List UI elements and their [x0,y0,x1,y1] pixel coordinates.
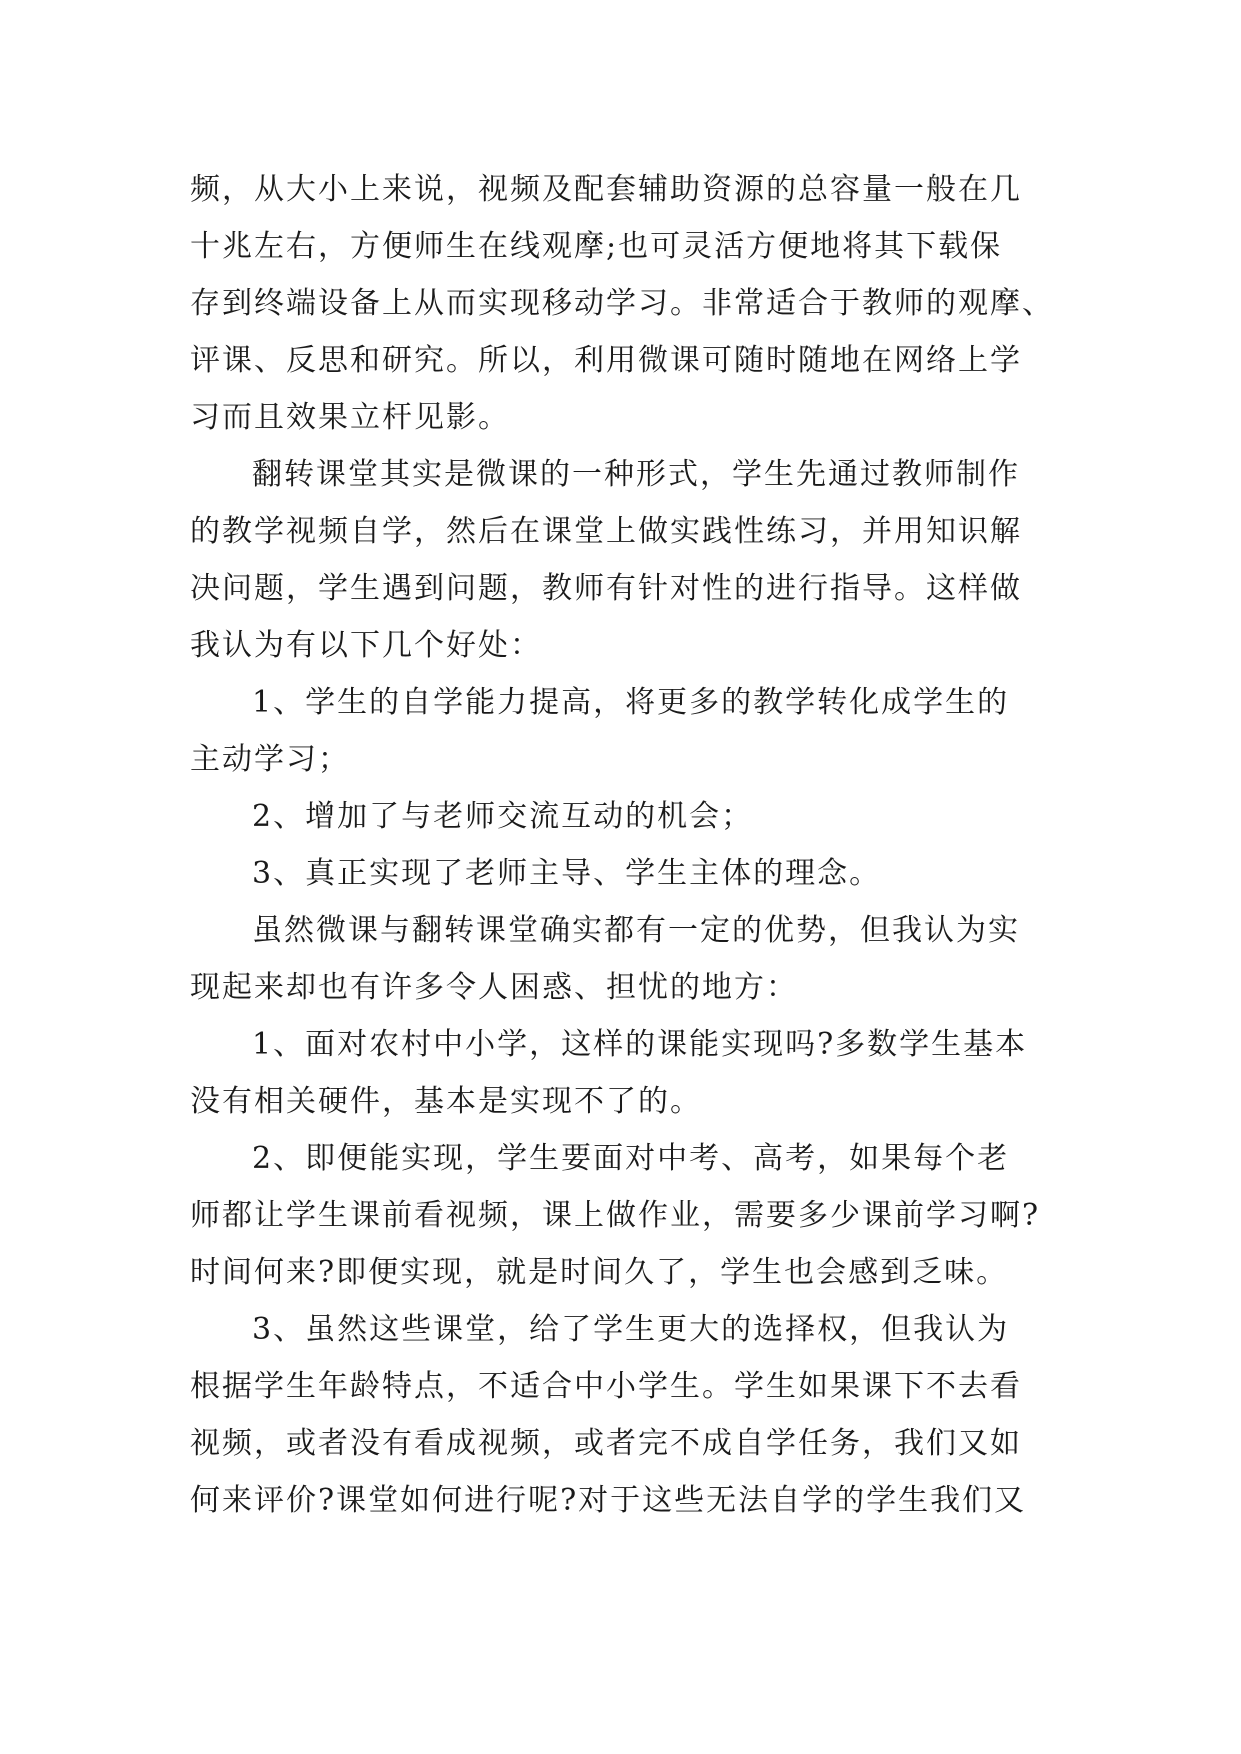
text-line: 主动学习； [190,742,350,777]
list-item-first-line: 3、真正实现了老师主导、学生主体的理念。 [252,856,882,891]
text-line: 评课、反思和研究。所以，利用微课可随时随地在网络上学 [190,343,1022,378]
text-line: 师都让学生课前看视频，课上做作业，需要多少课前学习啊? [190,1198,1041,1233]
text-line: 我认为有以下几个好处： [190,628,542,663]
text-line: 现起来却也有许多令人困惑、担忧的地方： [190,970,798,1005]
text-line: 何来评价?课堂如何进行呢?对于这些无法自学的学生我们又 [190,1483,1027,1518]
text-line: 视频，或者没有看成视频，或者完不成自学任务，我们又如 [190,1426,1022,1461]
list-item-first-line: 1、学生的自学能力提高，将更多的教学转化成学生的 [252,685,1010,720]
text-line: 根据学生年龄特点，不适合中小学生。学生如果课下不去看 [190,1369,1022,1404]
list-item-first-line: 2、增加了与老师交流互动的机会； [252,799,754,834]
text-line: 决问题，学生遇到问题，教师有针对性的进行指导。这样做 [190,571,1022,606]
text-line: 没有相关硬件，基本是实现不了的。 [190,1084,702,1119]
paragraph-first-line: 虽然微课与翻转课堂确实都有一定的优势，但我认为实 [252,913,1020,948]
text-line: 存到终端设备上从而实现移动学习。非常适合于教师的观摩、 [190,286,1054,321]
list-item-first-line: 1、面对农村中小学，这样的课能实现吗?多数学生基本 [252,1027,1028,1062]
text-line: 习而且效果立杆见影。 [190,400,510,435]
list-item-first-line: 3、虽然这些课堂，给了学生更大的选择权，但我认为 [252,1312,1010,1347]
text-line: 十兆左右，方便师生在线观摩;也可灵活方便地将其下载保 [190,229,1003,264]
text-line: 频，从大小上来说，视频及配套辅助资源的总容量一般在几 [190,172,1022,207]
text-line: 的教学视频自学，然后在课堂上做实践性练习，并用知识解 [190,514,1022,549]
text-line: 时间何来?即便实现，就是时间久了，学生也会感到乏味。 [190,1255,1009,1290]
list-item-first-line: 2、即便能实现，学生要面对中考、高考，如果每个老 [252,1141,1010,1176]
paragraph-first-line: 翻转课堂其实是微课的一种形式，学生先通过教师制作 [252,457,1020,492]
